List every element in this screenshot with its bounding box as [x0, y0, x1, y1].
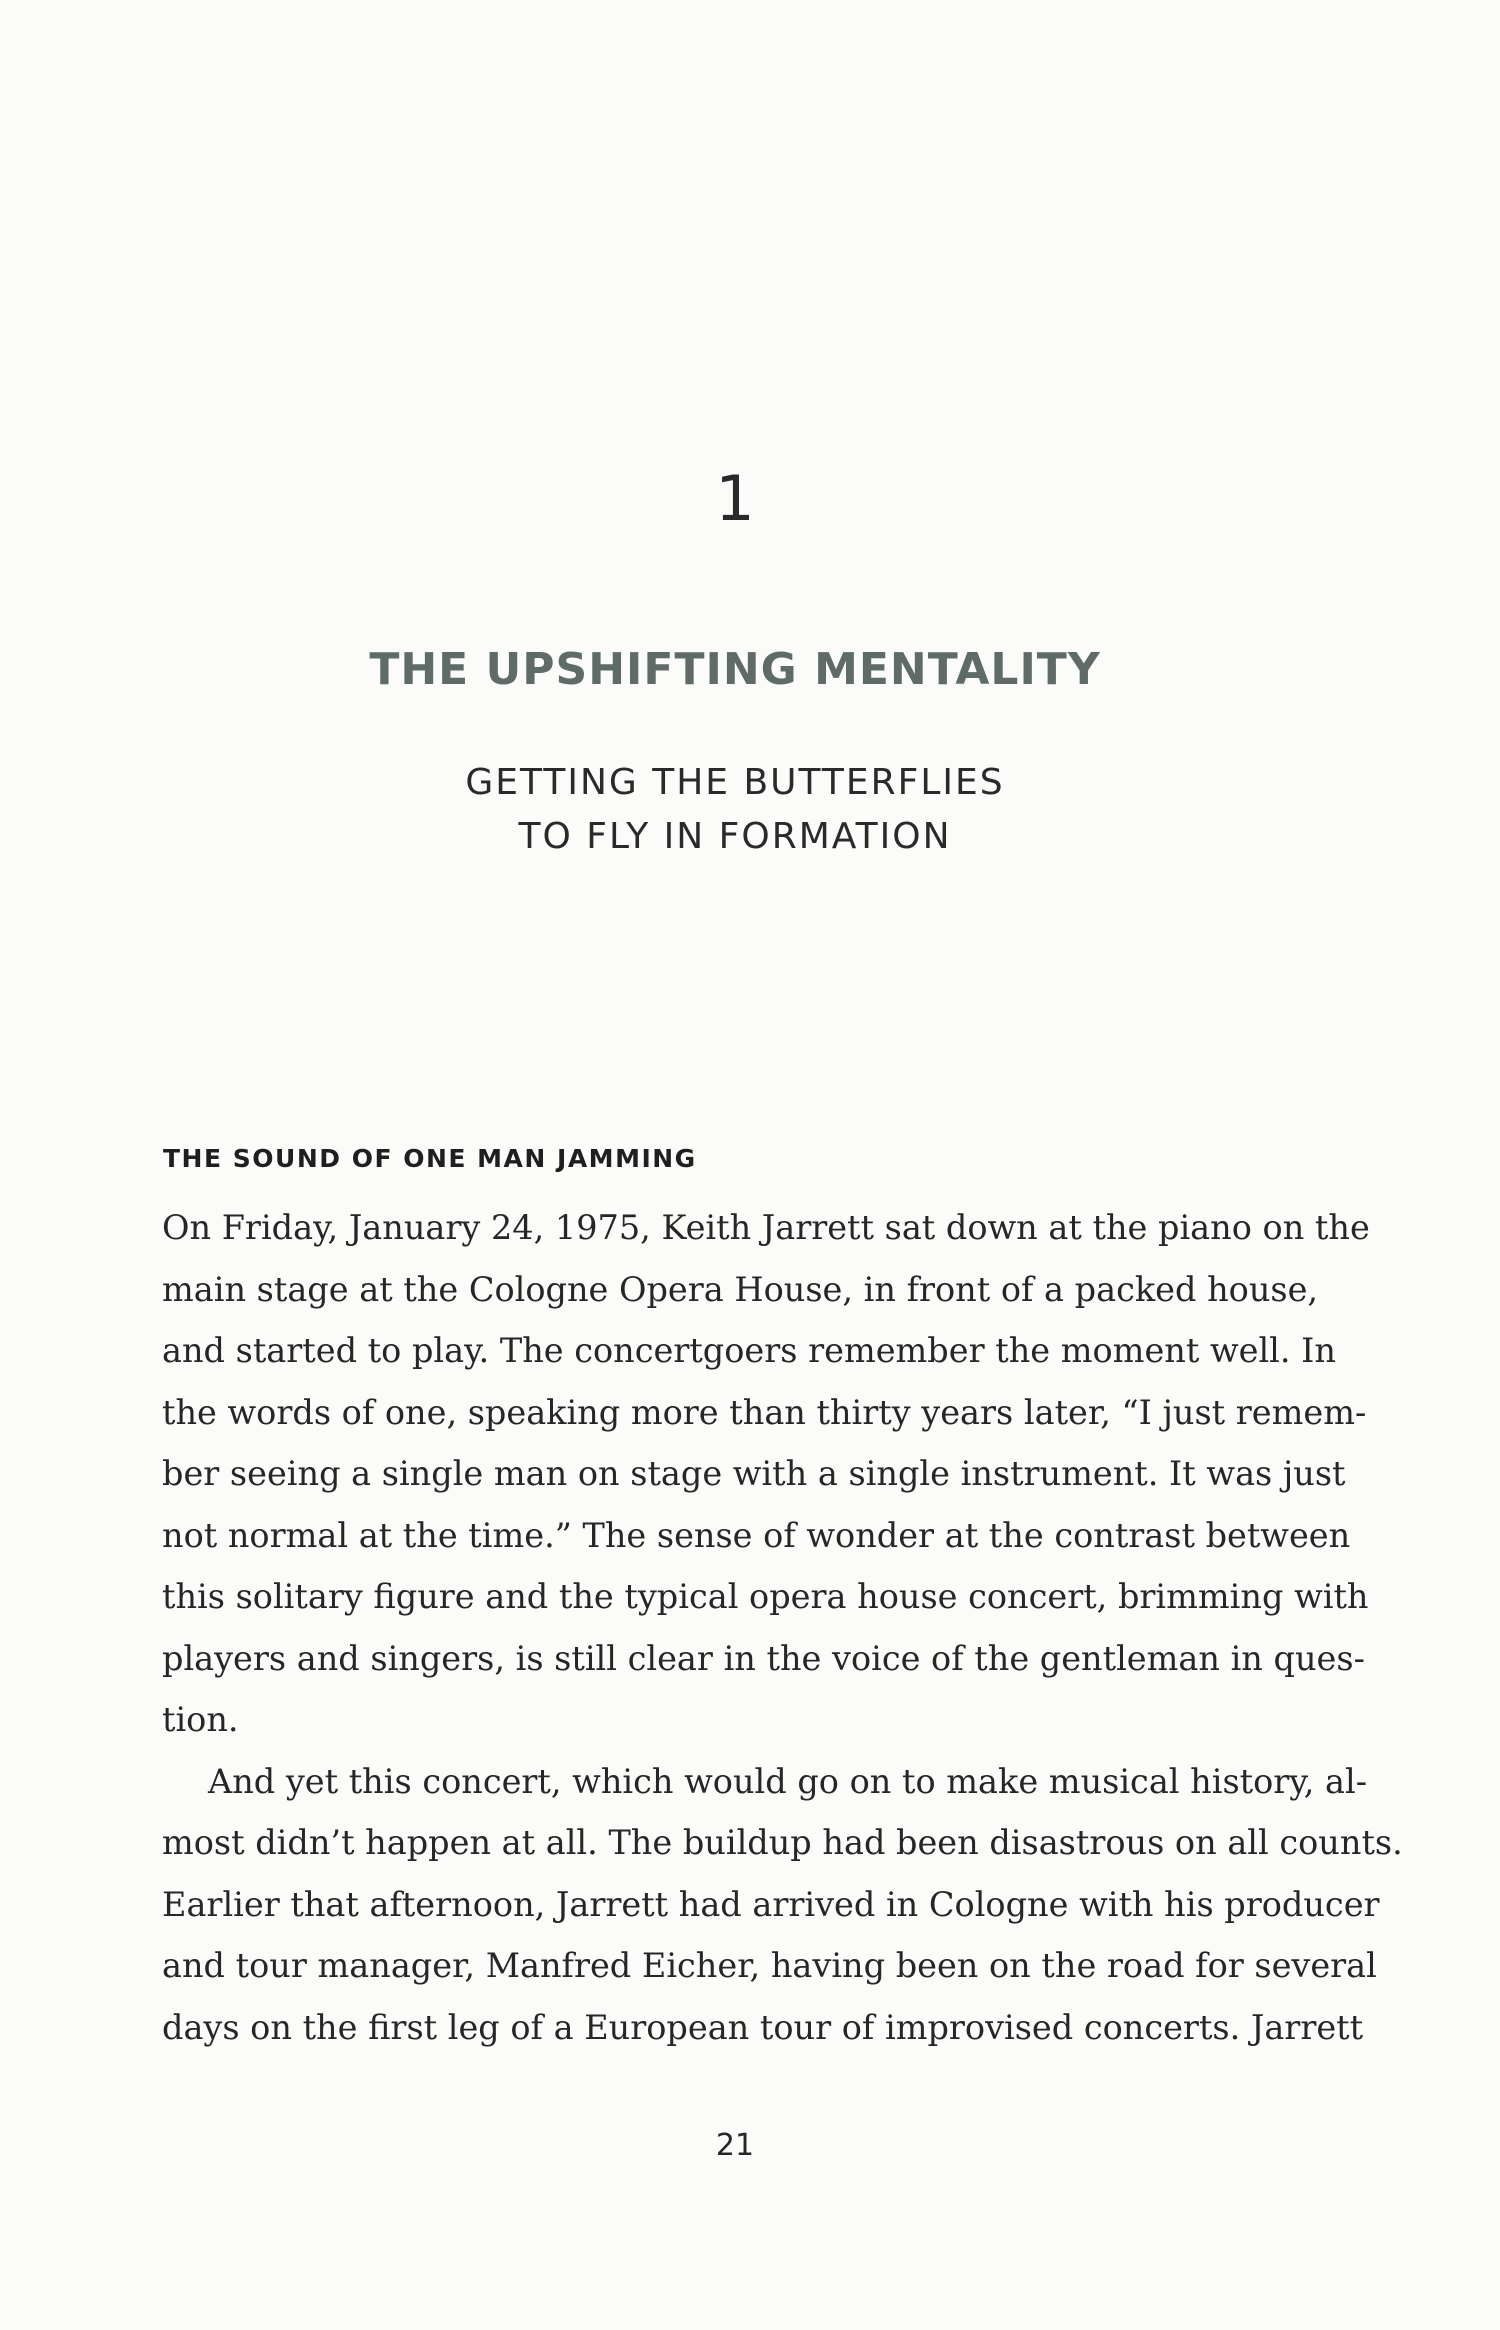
text-line: And yet this concert, which would go on to make musical history, al- [208, 1761, 1368, 1801]
body-text [162, 1197, 1403, 2058]
text-line: players and singers, is still clear in the voice of the gentleman in ques- [162, 1638, 1365, 1678]
text-line: and tour manager, Manfred Eicher, having been on the road for several [162, 1946, 1377, 1985]
text-line: this solitary figure and the typical opera house concert, brimming with [162, 1577, 1369, 1616]
chapter-title: THE UPSHIFTING MENTALITY [369, 644, 1101, 695]
text-line: not normal at the time.” The sense of wonder at the contrast between [162, 1515, 1351, 1555]
text-line: ber seeing a single man on stage with a single instrument. It was just [162, 1454, 1346, 1493]
text-line: days on the first leg of a European tour of improvised concerts. Jarrett [162, 2007, 1364, 2047]
chapter-subtitle [0, 756, 1470, 864]
text-line: main stage at the Cologne Opera House, in front of a packed house, [162, 1269, 1319, 1309]
chapter-subtitle-line: TO FLY IN FORMATION [518, 816, 952, 857]
chapter-number: 1 [715, 462, 755, 535]
text-line: tion. [162, 1700, 239, 1739]
text-line: the words of one, speaking more than thirty years later, “I just remem- [162, 1392, 1367, 1432]
paragraph-2 [162, 1751, 1403, 2059]
text-line: On Friday, January 24, 1975, Keith Jarrett sat down at the piano on the [162, 1208, 1370, 1247]
text-line: most didn’t happen at all. The buildup had been disastrous on all counts. [162, 1823, 1403, 1862]
text-line: Earlier that afternoon, Jarrett had arrived in Cologne with his producer [162, 1884, 1380, 1924]
section-heading: THE SOUND OF ONE MAN JAMMING [163, 1144, 697, 1173]
chapter-subtitle-line: GETTING THE BUTTERFLIES [465, 762, 1005, 803]
text-line: and started to play. The concertgoers remember the moment well. In [162, 1331, 1336, 1370]
paragraph-1 [162, 1197, 1370, 1751]
page-number: 21 [715, 2128, 755, 2163]
